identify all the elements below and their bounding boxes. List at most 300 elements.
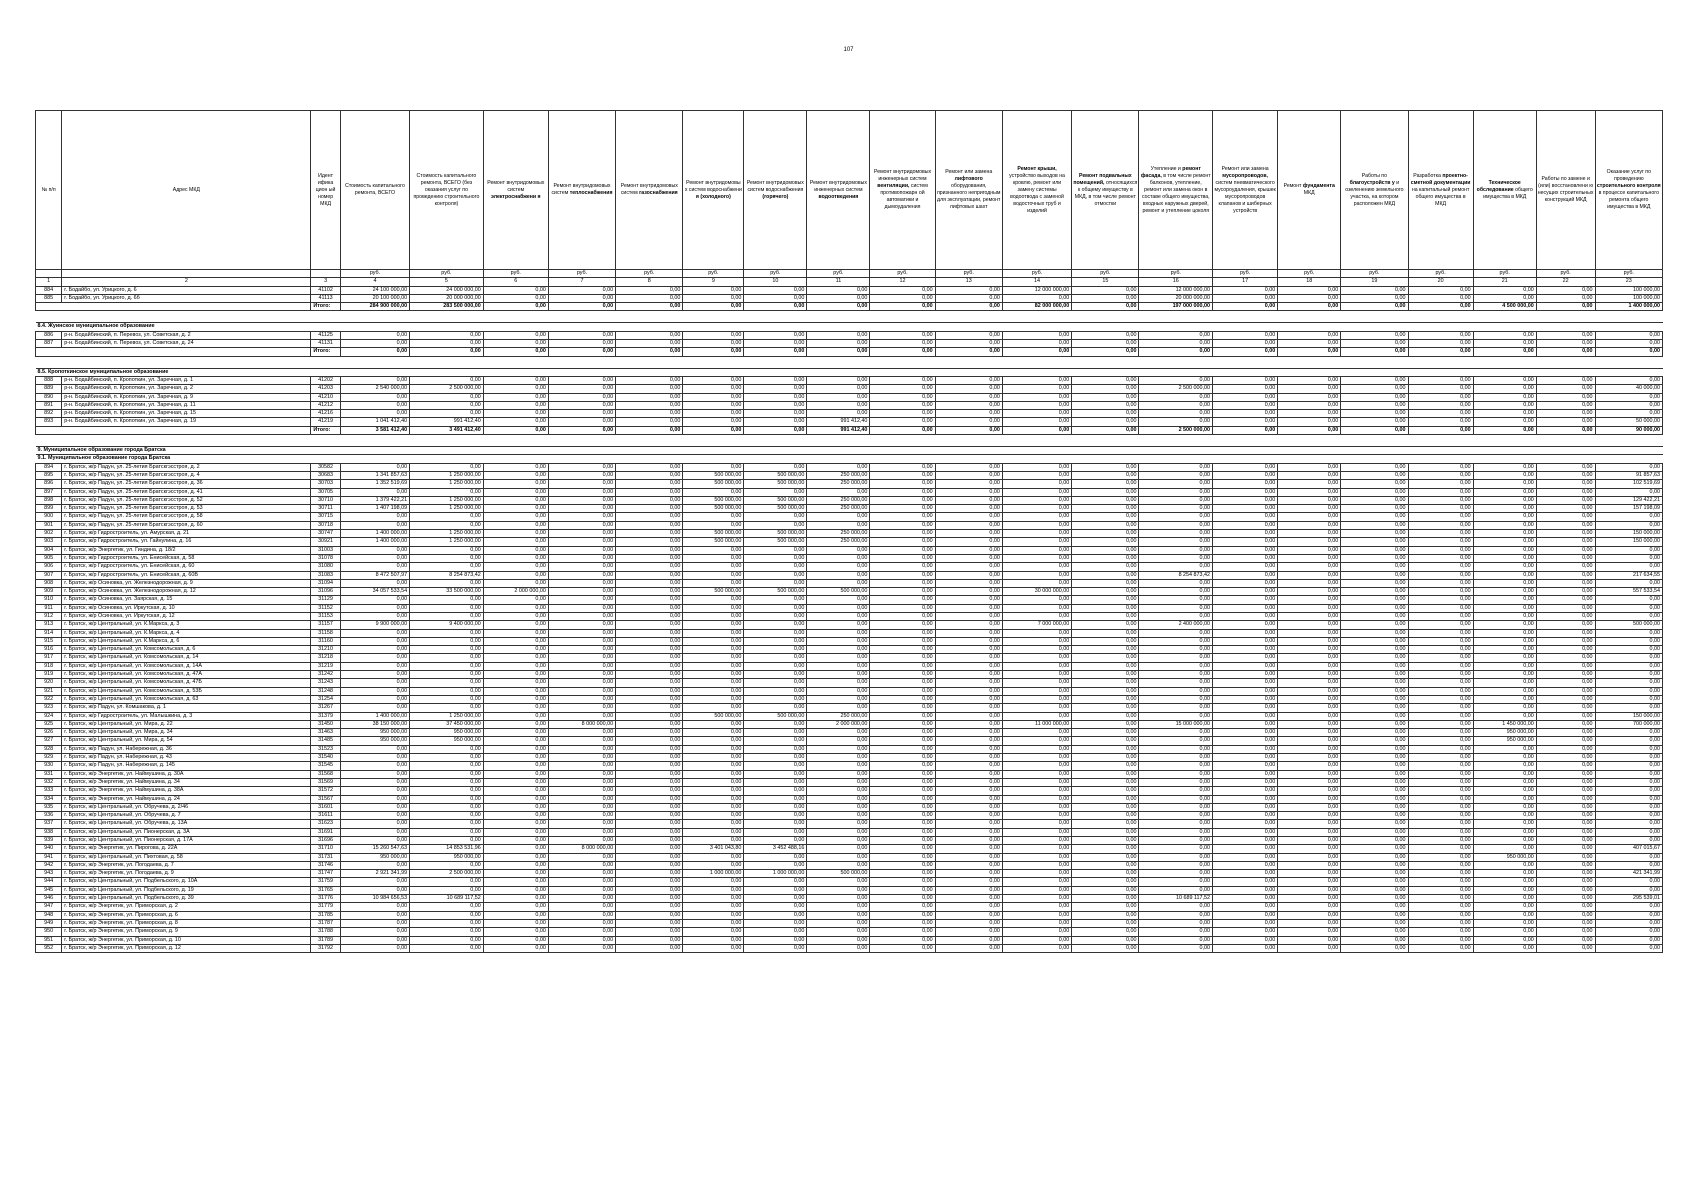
amount-cell: 0,00: [1341, 837, 1408, 845]
row-number-cell: 913: [36, 621, 62, 629]
amount-cell: 0,00: [483, 376, 548, 384]
amount-cell: 0,00: [1072, 418, 1139, 426]
amount-cell: 0,00: [340, 671, 409, 679]
amount-cell: 0,00: [1072, 571, 1139, 579]
amount-cell: 0,00: [1341, 612, 1408, 620]
amount-cell: 0,00: [1278, 853, 1341, 861]
amount-cell: 0,00: [744, 895, 807, 903]
amount-cell: 0,00: [616, 787, 683, 795]
amount-cell: 0,00: [340, 513, 409, 521]
amount-cell: 0,00: [1002, 919, 1071, 927]
total-cell: 0,00: [935, 348, 1002, 356]
total-cell: 0,00: [683, 426, 744, 434]
amount-cell: 0,00: [483, 704, 548, 712]
amount-cell: 0,00: [410, 812, 484, 820]
id-cell: 41210: [311, 393, 340, 401]
amount-cell: 0,00: [616, 820, 683, 828]
amount-cell: 0,00: [483, 944, 548, 952]
amount-cell: 0,00: [1595, 596, 1662, 604]
amount-cell: 0,00: [1278, 629, 1341, 637]
row-number-cell: 898: [36, 496, 62, 504]
amount-cell: 0,00: [483, 418, 548, 426]
amount-cell: 0,00: [870, 385, 935, 393]
amount-cell: 0,00: [935, 505, 1002, 513]
amount-cell: 0,00: [1536, 621, 1595, 629]
amount-cell: 0,00: [1473, 376, 1536, 384]
row-number-cell: 937: [36, 820, 62, 828]
column-header-text: (горячего): [762, 193, 789, 200]
amount-cell: 0,00: [1408, 687, 1473, 695]
amount-cell: 0,00: [1536, 596, 1595, 604]
amount-cell: 1 400 000,00: [340, 530, 409, 538]
amount-cell: 0,00: [807, 294, 870, 302]
amount-cell: 0,00: [1213, 845, 1278, 853]
amount-cell: 0,00: [744, 853, 807, 861]
amount-cell: 0,00: [410, 629, 484, 637]
column-header: [1473, 111, 1536, 270]
amount-cell: 0,00: [935, 820, 1002, 828]
amount-cell: 0,00: [616, 538, 683, 546]
amount-cell: 0,00: [870, 712, 935, 720]
column-number-cell: 7: [548, 278, 615, 286]
amount-cell: 0,00: [1408, 679, 1473, 687]
amount-cell: 0,00: [1536, 662, 1595, 670]
amount-cell: 0,00: [1002, 903, 1071, 911]
amount-cell: 0,00: [1278, 546, 1341, 554]
amount-cell: 0,00: [340, 820, 409, 828]
amount-cell: 0,00: [935, 521, 1002, 529]
amount-cell: 12 000 000,00: [1002, 286, 1071, 294]
amount-cell: 0,00: [1139, 538, 1213, 546]
amount-cell: 0,00: [1278, 778, 1341, 786]
amount-cell: 0,00: [483, 286, 548, 294]
address-cell: г. Братск, ж/р Энергетик, ул. Приморская, д. 9: [62, 928, 311, 936]
amount-cell: 0,00: [616, 837, 683, 845]
amount-cell: 0,00: [935, 340, 1002, 348]
amount-cell: 0,00: [744, 385, 807, 393]
amount-cell: 0,00: [1213, 870, 1278, 878]
column-number-cell: 23: [1595, 278, 1662, 286]
amount-cell: 0,00: [1072, 861, 1139, 869]
amount-cell: 0,00: [1408, 754, 1473, 762]
amount-cell: 0,00: [870, 654, 935, 662]
amount-cell: 0,00: [1072, 853, 1139, 861]
amount-cell: 0,00: [340, 745, 409, 753]
amount-cell: 0,00: [616, 294, 683, 302]
amount-cell: 500 000,00: [744, 496, 807, 504]
column-header-text: Работы по замене и (или) восстановлени ю несущих строительных конструкций МКД: [1537, 176, 1594, 203]
amount-cell: 0,00: [935, 729, 1002, 737]
amount-cell: 0,00: [548, 687, 615, 695]
total-cell: 0,00: [1072, 348, 1139, 356]
amount-cell: 0,00: [1139, 376, 1213, 384]
amount-cell: 0,00: [340, 687, 409, 695]
amount-cell: 0,00: [1278, 870, 1341, 878]
amount-cell: 0,00: [548, 331, 615, 339]
row-number-cell: 932: [36, 778, 62, 786]
column-header: [548, 111, 615, 270]
amount-cell: 0,00: [807, 928, 870, 936]
amount-cell: 0,00: [1341, 737, 1408, 745]
amount-cell: 0,00: [483, 729, 548, 737]
amount-cell: 0,00: [1278, 654, 1341, 662]
amount-cell: 0,00: [807, 393, 870, 401]
amount-cell: 0,00: [683, 646, 744, 654]
id-cell: 31003: [311, 546, 340, 554]
amount-cell: 0,00: [1278, 505, 1341, 513]
amount-cell: 0,00: [1213, 340, 1278, 348]
amount-cell: 0,00: [744, 812, 807, 820]
amount-cell: 0,00: [744, 820, 807, 828]
amount-cell: 102 519,69: [1595, 480, 1662, 488]
amount-cell: 0,00: [1002, 646, 1071, 654]
amount-cell: 0,00: [1002, 418, 1071, 426]
amount-cell: 0,00: [1278, 828, 1341, 836]
amount-cell: 0,00: [1002, 812, 1071, 820]
amount-cell: 1 000 000,00: [744, 870, 807, 878]
amount-cell: 0,00: [935, 596, 1002, 604]
amount-cell: 11 000 000,00: [1002, 720, 1071, 728]
amount-cell: 0,00: [1072, 563, 1139, 571]
amount-cell: 10 689 117,52: [1139, 895, 1213, 903]
address-cell: г. Братск, ж/р Центральный, ул. К.Маркса, д. 3: [62, 621, 311, 629]
table-row: [36, 385, 1663, 393]
amount-cell: 0,00: [1213, 853, 1278, 861]
amount-cell: 0,00: [1473, 471, 1536, 479]
amount-cell: 0,00: [935, 530, 1002, 538]
amount-cell: 0,00: [1002, 294, 1071, 302]
amount-cell: 0,00: [1278, 331, 1341, 339]
address-cell: г. Братск, ж/р Центральный, ул. Мира, д. 22: [62, 720, 311, 728]
amount-cell: 0,00: [1213, 621, 1278, 629]
amount-cell: 0,00: [548, 770, 615, 778]
amount-cell: 1 407 198,09: [340, 505, 409, 513]
amount-cell: 0,00: [1408, 530, 1473, 538]
amount-cell: 0,00: [1473, 646, 1536, 654]
amount-cell: 2 400 000,00: [1139, 621, 1213, 629]
address-cell: г. Братск, ж/р Центральный, ул. Пионерская, д. 17А: [62, 837, 311, 845]
amount-cell: 0,00: [935, 410, 1002, 418]
amount-cell: 0,00: [410, 778, 484, 786]
amount-cell: 0,00: [935, 928, 1002, 936]
column-header-text: фундамента: [1302, 183, 1335, 189]
amount-cell: 0,00: [1595, 828, 1662, 836]
amount-cell: 0,00: [1341, 654, 1408, 662]
amount-cell: 0,00: [1072, 604, 1139, 612]
amount-cell: 0,00: [1595, 488, 1662, 496]
amount-cell: 0,00: [616, 886, 683, 894]
column-header: [1408, 111, 1473, 270]
amount-cell: 0,00: [340, 376, 409, 384]
amount-cell: 0,00: [1072, 646, 1139, 654]
total-cell: 0,00: [1536, 348, 1595, 356]
amount-cell: 0,00: [1473, 393, 1536, 401]
amount-cell: 0,00: [1536, 612, 1595, 620]
amount-cell: 0,00: [1139, 770, 1213, 778]
table-row: [36, 828, 1663, 836]
amount-cell: 0,00: [616, 903, 683, 911]
amount-cell: 0,00: [1213, 762, 1278, 770]
total-cell: 0,00: [870, 426, 935, 434]
amount-cell: 0,00: [1213, 778, 1278, 786]
amount-cell: 150 000,00: [1595, 530, 1662, 538]
amount-cell: 0,00: [935, 385, 1002, 393]
amount-cell: 0,00: [1278, 895, 1341, 903]
amount-cell: 0,00: [807, 563, 870, 571]
amount-cell: 0,00: [1341, 385, 1408, 393]
amount-cell: 0,00: [1595, 837, 1662, 845]
table-row: [36, 621, 1663, 629]
row-number-cell: 912: [36, 612, 62, 620]
column-header-text: Работы по: [1361, 172, 1387, 179]
unit-cell: [62, 270, 311, 278]
amount-cell: 0,00: [483, 530, 548, 538]
amount-cell: 0,00: [1072, 712, 1139, 720]
amount-cell: 2 500 000,00: [1139, 385, 1213, 393]
amount-cell: 0,00: [935, 401, 1002, 409]
amount-cell: 0,00: [1595, 401, 1662, 409]
amount-cell: 0,00: [1473, 604, 1536, 612]
column-number-cell: 11: [807, 278, 870, 286]
address-cell: г. Бодайбо, ул. Урицкого, д. 6: [62, 286, 311, 294]
amount-cell: 0,00: [483, 385, 548, 393]
total-cell: 0,00: [548, 348, 615, 356]
amount-cell: 0,00: [1473, 687, 1536, 695]
amount-cell: 0,00: [340, 787, 409, 795]
amount-cell: 0,00: [683, 695, 744, 703]
address-cell: г. Братск, ж/р Энергетик, ул. Наймушина, д. 38А: [62, 787, 311, 795]
amount-cell: 0,00: [1002, 579, 1071, 587]
amount-cell: 0,00: [340, 886, 409, 894]
amount-cell: 0,00: [807, 410, 870, 418]
id-cell: 41219: [311, 418, 340, 426]
address-cell: г. Братск, ж/р Центральный, ул. Пихтовая, д. 58: [62, 853, 311, 861]
amount-cell: 0,00: [410, 662, 484, 670]
amount-cell: 0,00: [683, 820, 744, 828]
amount-cell: 0,00: [683, 770, 744, 778]
amount-cell: 0,00: [1341, 878, 1408, 886]
amount-cell: 0,00: [1408, 546, 1473, 554]
amount-cell: 0,00: [1072, 538, 1139, 546]
amount-cell: 0,00: [410, 828, 484, 836]
amount-cell: 0,00: [1536, 895, 1595, 903]
amount-cell: 0,00: [1536, 410, 1595, 418]
address-cell: р-н. Бодайбинский, п. Кропоткин, ул. Заречная, д. 19: [62, 418, 311, 426]
total-row: [36, 426, 1663, 434]
amount-cell: 0,00: [1213, 803, 1278, 811]
amount-cell: 0,00: [1408, 837, 1473, 845]
amount-cell: 0,00: [1072, 803, 1139, 811]
address-cell: р-н. Бодайбинский, п. Кропоткин, ул. Заречная, д. 11: [62, 401, 311, 409]
amount-cell: 0,00: [1536, 463, 1595, 471]
amount-cell: 0,00: [340, 778, 409, 786]
amount-cell: 0,00: [1072, 754, 1139, 762]
amount-cell: 0,00: [683, 376, 744, 384]
column-header: [683, 111, 744, 270]
amount-cell: 0,00: [1536, 646, 1595, 654]
amount-cell: 0,00: [1341, 588, 1408, 596]
amount-cell: 0,00: [1536, 331, 1595, 339]
amount-cell: 950 000,00: [340, 737, 409, 745]
amount-cell: 0,00: [410, 654, 484, 662]
amount-cell: 0,00: [1139, 331, 1213, 339]
amount-cell: 0,00: [616, 662, 683, 670]
total-cell: 0,00: [870, 303, 935, 311]
amount-cell: 0,00: [935, 331, 1002, 339]
row-number-cell: 891: [36, 401, 62, 409]
amount-cell: 0,00: [616, 488, 683, 496]
amount-cell: 0,00: [744, 646, 807, 654]
amount-cell: 0,00: [870, 895, 935, 903]
amount-cell: 0,00: [483, 679, 548, 687]
amount-cell: 0,00: [1473, 936, 1536, 944]
amount-cell: 0,00: [870, 579, 935, 587]
amount-cell: 991 412,40: [410, 418, 484, 426]
amount-cell: 0,00: [1139, 654, 1213, 662]
id-cell: 31747: [311, 870, 340, 878]
address-cell: г. Братск, ж/р Энергетик, ул. Погодаева, д. 7: [62, 861, 311, 869]
address-cell: г. Братск, ж/р Энергетик, ул. Наймушина, д. 24: [62, 795, 311, 803]
amount-cell: 0,00: [410, 886, 484, 894]
section-title-row: [36, 455, 1663, 463]
amount-cell: 0,00: [1536, 911, 1595, 919]
amount-cell: 0,00: [1213, 878, 1278, 886]
amount-cell: 0,00: [1473, 401, 1536, 409]
amount-cell: 0,00: [1408, 331, 1473, 339]
amount-cell: 0,00: [1595, 812, 1662, 820]
amount-cell: 0,00: [935, 563, 1002, 571]
amount-cell: 0,00: [935, 480, 1002, 488]
address-cell: г. Братск, ж/р Падун, ул. 25-летия Братскгэсстроя, д. 41: [62, 488, 311, 496]
amount-cell: 0,00: [340, 654, 409, 662]
address-cell: г. Братск, ж/р Центральный, ул. Пионерская, д. 3А: [62, 828, 311, 836]
amount-cell: 0,00: [1072, 340, 1139, 348]
id-cell: 31567: [311, 795, 340, 803]
table-row: [36, 895, 1663, 903]
amount-cell: 0,00: [1408, 803, 1473, 811]
amount-cell: 0,00: [870, 376, 935, 384]
total-cell: 3 491 412,40: [410, 426, 484, 434]
amount-cell: 0,00: [483, 720, 548, 728]
amount-cell: 0,00: [1536, 521, 1595, 529]
id-cell: 31083: [311, 571, 340, 579]
table-row: [36, 687, 1663, 695]
total-cell: 0,00: [1278, 426, 1341, 434]
amount-cell: 0,00: [1536, 340, 1595, 348]
row-number-cell: 908: [36, 579, 62, 587]
amount-cell: 0,00: [616, 418, 683, 426]
amount-cell: 0,00: [744, 410, 807, 418]
amount-cell: 0,00: [1002, 928, 1071, 936]
amount-cell: 0,00: [1408, 737, 1473, 745]
table-row: [36, 928, 1663, 936]
amount-cell: 0,00: [616, 480, 683, 488]
amount-cell: 9 900 000,00: [340, 621, 409, 629]
amount-cell: 0,00: [1072, 720, 1139, 728]
amount-cell: 0,00: [1139, 754, 1213, 762]
amount-cell: 0,00: [1278, 340, 1341, 348]
amount-cell: 0,00: [1002, 803, 1071, 811]
amount-cell: 0,00: [1408, 886, 1473, 894]
amount-cell: 0,00: [935, 496, 1002, 504]
amount-cell: 0,00: [548, 861, 615, 869]
table-row: [36, 919, 1663, 927]
total-cell: 0,00: [616, 348, 683, 356]
amount-cell: 1 250 000,00: [410, 480, 484, 488]
amount-cell: 0,00: [935, 870, 1002, 878]
amount-cell: 0,00: [1072, 936, 1139, 944]
section-title: 8.4. Жуинское муниципальное образование: [36, 323, 1663, 331]
id-cell: 41203: [311, 385, 340, 393]
amount-cell: 0,00: [1408, 770, 1473, 778]
column-header-text: теплоснабжения: [569, 190, 613, 196]
amount-cell: 0,00: [1139, 737, 1213, 745]
row-number-cell: 909: [36, 588, 62, 596]
amount-cell: 0,00: [1341, 340, 1408, 348]
amount-cell: 0,00: [683, 331, 744, 339]
total-cell: 0,00: [483, 426, 548, 434]
column-header-text: Ремонт внутридомовых инженерных систем: [873, 169, 932, 182]
amount-cell: 0,00: [1408, 604, 1473, 612]
amount-cell: 0,00: [1408, 621, 1473, 629]
amount-cell: 0,00: [1408, 895, 1473, 903]
amount-cell: 0,00: [807, 604, 870, 612]
amount-cell: 0,00: [1278, 376, 1341, 384]
address-cell: г. Братск, ж/р Центральный, ул. Комсомольская, д. 47Б: [62, 679, 311, 687]
id-cell: 31696: [311, 837, 340, 845]
amount-cell: 0,00: [410, 837, 484, 845]
amount-cell: 0,00: [1473, 410, 1536, 418]
amount-cell: 0,00: [935, 845, 1002, 853]
amount-cell: 0,00: [1473, 286, 1536, 294]
amount-cell: 0,00: [340, 331, 409, 339]
amount-cell: 0,00: [1072, 513, 1139, 521]
amount-cell: 0,00: [1595, 762, 1662, 770]
amount-cell: 0,00: [1408, 393, 1473, 401]
amount-cell: 0,00: [1072, 845, 1139, 853]
address-cell: г. Братск, ж/р Падун, ул. Набережная, д. 36: [62, 745, 311, 753]
amount-cell: 0,00: [1002, 886, 1071, 894]
row-number-cell: 915: [36, 637, 62, 645]
amount-cell: 0,00: [1002, 393, 1071, 401]
amount-cell: 0,00: [1278, 294, 1341, 302]
amount-cell: 0,00: [1278, 662, 1341, 670]
amount-cell: 0,00: [1072, 911, 1139, 919]
amount-cell: 0,00: [1139, 944, 1213, 952]
amount-cell: 0,00: [935, 787, 1002, 795]
table-row: [36, 770, 1663, 778]
amount-cell: 0,00: [683, 795, 744, 803]
amount-cell: 0,00: [683, 687, 744, 695]
amount-cell: 0,00: [744, 928, 807, 936]
table-row: [36, 496, 1663, 504]
amount-cell: 0,00: [1213, 588, 1278, 596]
amount-cell: 0,00: [548, 778, 615, 786]
amount-cell: 0,00: [935, 919, 1002, 927]
amount-cell: 0,00: [935, 770, 1002, 778]
row-number-cell: 924: [36, 712, 62, 720]
amount-cell: 0,00: [1072, 385, 1139, 393]
column-header: [1278, 111, 1341, 270]
amount-cell: 0,00: [1213, 331, 1278, 339]
row-number-cell: 901: [36, 521, 62, 529]
amount-cell: 0,00: [616, 679, 683, 687]
amount-cell: 0,00: [1341, 720, 1408, 728]
id-cell: 31160: [311, 637, 340, 645]
unit-cell: руб.: [548, 270, 615, 278]
amount-cell: 0,00: [935, 936, 1002, 944]
amount-cell: 0,00: [1595, 770, 1662, 778]
